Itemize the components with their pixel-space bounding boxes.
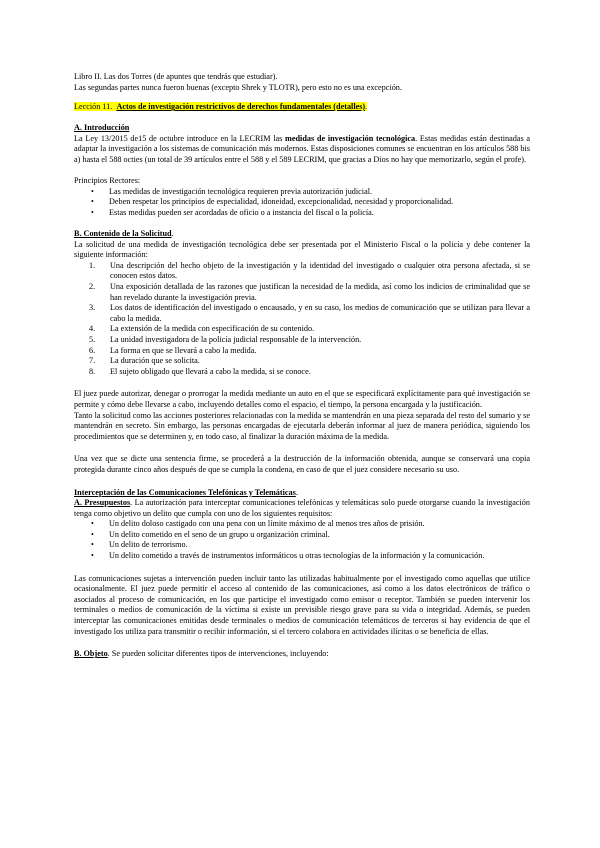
list-item: • Estas medidas pueden ser acordadas de oficio o a instancia del fiscal o la policía. xyxy=(74,208,530,219)
section-a-heading: A. Introducción xyxy=(74,123,130,133)
objeto-paragraph: B. Objeto. Se pueden solicitar diferentes tipos de intervenciones, incluyendo: xyxy=(74,649,329,659)
list-item: • Un delito cometido en el seno de un grupo u organización criminal. xyxy=(74,530,530,541)
list-item: • Deben respetar los principios de especialidad, idoneidad, excepcionalidad, necesidad y proporcionalidad. xyxy=(74,197,530,208)
intro-line-1: Libro II. Las dos Torres (de apuntes que tendrás que estudiar). xyxy=(74,72,278,81)
section-a-paragraph: La Ley 13/2015 de15 de octubre introduce en la LECRIM las medidas de investigación tecnológica. Estas medidas están destinadas a adaptar la investigación a los sistemas de comunicación más modernos. Estas disposiciones comunes se encuentran en los artículos 588 bis a) hasta el 588 octies (un total de 39 artículos entre el 588 y el 589 LECRIM, que gracias a Dios no hay que memorizarlo, según el profe). xyxy=(74,133,530,165)
list-item: • Las medidas de investigación tecnológica requieren previa autorización judicial. xyxy=(74,187,530,198)
principles-list xyxy=(74,187,530,219)
presupuestos-paragraph: A. Presupuestos. La autorización para interceptar comunicaciones telefónicas y telemáticas solo puede otorgarse cuando la investigación tenga como objetivo un delito que cumpla con uno de los siguientes requisitos: xyxy=(74,498,530,518)
judge-paragraph: El juez puede autorizar, denegar o prorrogar la medida mediante un auto en el que se especificará explícitamente para qué investigación se permite y cómo debe llevarse a cabo, incluyendo detalles como el espacio, el tiempo, la persona encargada y la justificación. xyxy=(74,389,530,409)
lesson-heading xyxy=(74,102,530,113)
requirements-list xyxy=(74,519,530,561)
tech-measures-term: medidas de investigación tecnológica xyxy=(285,133,416,143)
list-item: 5. La unidad investigadora de la policía judicial responsable de la intervención. xyxy=(89,334,362,344)
lesson-title: Actos de investigación restrictivos de derechos fundamentales (detalles) xyxy=(116,102,366,112)
intro-line-2: Las segundas partes nunca fueron buenas (excepto Shrek y TLOTR), pero esto no es una excepción. xyxy=(74,82,402,92)
communications-paragraph: Las comunicaciones sujetas a intervención pueden incluir tanto las utilizadas habitualmente por el investigado como aquellas que utilice ocasionalmente. El juez puede permitir el acceso al contenido de las comunicaciones, así como a los datos electrónicos de tráfico o asociados al proceso de comunicación, en los que participe el investigado como emisor o receptor. También se pueden intervenir los terminales o medios de comunicación de la víctima si existe un previsible riesgo grave para su vida o integridad. Además, se pueden interceptar las comunicaciones emitidas desde terminales o medios de comunicación telemáticos de terceros si hay evidencia de que el investigado los utiliza para transmitir o recibir información, si el tercero colabora en actividades ilícitas o se beneficia de ellas. xyxy=(74,573,530,636)
list-item: 3. Los datos de identificación del investigado o encausado, y en su caso, los medios de comunicación que se utilizan para llevar a cabo la medida. xyxy=(89,303,530,323)
section-b-intro: La solicitud de una medida de investigación tecnológica debe ser presentada por el Ministerio Fiscal o la policía y debe contener la siguiente información: xyxy=(74,239,530,260)
principles-title: Principios Rectores: xyxy=(74,176,141,186)
list-item: 4. La extensión de la medida con especificación de su contenido. xyxy=(89,324,315,334)
list-item: • Un delito de terrorismo. xyxy=(74,540,530,551)
list-item: • Un delito doloso castigado con una pena con un límite máximo de al menos tres años de prisión. xyxy=(74,519,530,530)
list-item: 8. El sujeto obligado que llevará a cabo la medida, si se conoce. xyxy=(89,366,311,376)
sentence-paragraph: Una vez que se dicte una sentencia firme, se procederá a la destrucción de la información obtenida, aunque se conservará una copia protegida durante cinco años después de que se cumpla la condena, en caso de que el juez considere necesario su uso. xyxy=(74,454,530,474)
list-item: 1. Una descripción del hecho objeto de la investigación y la identidad del investigado o cualquier otra persona afectada, si se conocen estos datos. xyxy=(89,260,530,281)
lesson-suffix: . xyxy=(365,102,368,112)
lesson-prefix: Lección 11. xyxy=(74,102,113,112)
request-contents-list xyxy=(74,261,530,378)
list-item: 2. Una exposición detallada de las razones que justifican la necesidad de la medida, así como los indicios de criminalidad que se han revelado durante la investigación previa. xyxy=(89,282,530,302)
list-item: 6. La forma en que se llevará a cabo la medida. xyxy=(89,345,257,355)
interception-heading: Interceptación de las Comunicaciones Telefónicas y Telemáticas. xyxy=(74,487,298,497)
list-item: 7. La duración que se solicita. xyxy=(89,356,200,366)
document-page xyxy=(74,72,530,660)
section-b-heading: B. Contenido de la Solicitud. xyxy=(74,229,174,239)
secrecy-paragraph: Tanto la solicitud como las acciones posteriores relacionadas con la medida se mantendrán en una pieza separada del resto del sumario y se mantendrán en secreto. Sin embargo, las personas encargadas de ejecutarla deberán informar al juez de manera periódica, siguiendo los procedimientos que se determinen y, en todo caso, al finalizar la duración máxima de la medida. xyxy=(74,410,530,441)
list-item: • Un delito cometido a través de instrumentos informáticos u otras tecnologías de la información y la comunicación. xyxy=(74,551,530,562)
lesson-highlight xyxy=(74,102,367,111)
